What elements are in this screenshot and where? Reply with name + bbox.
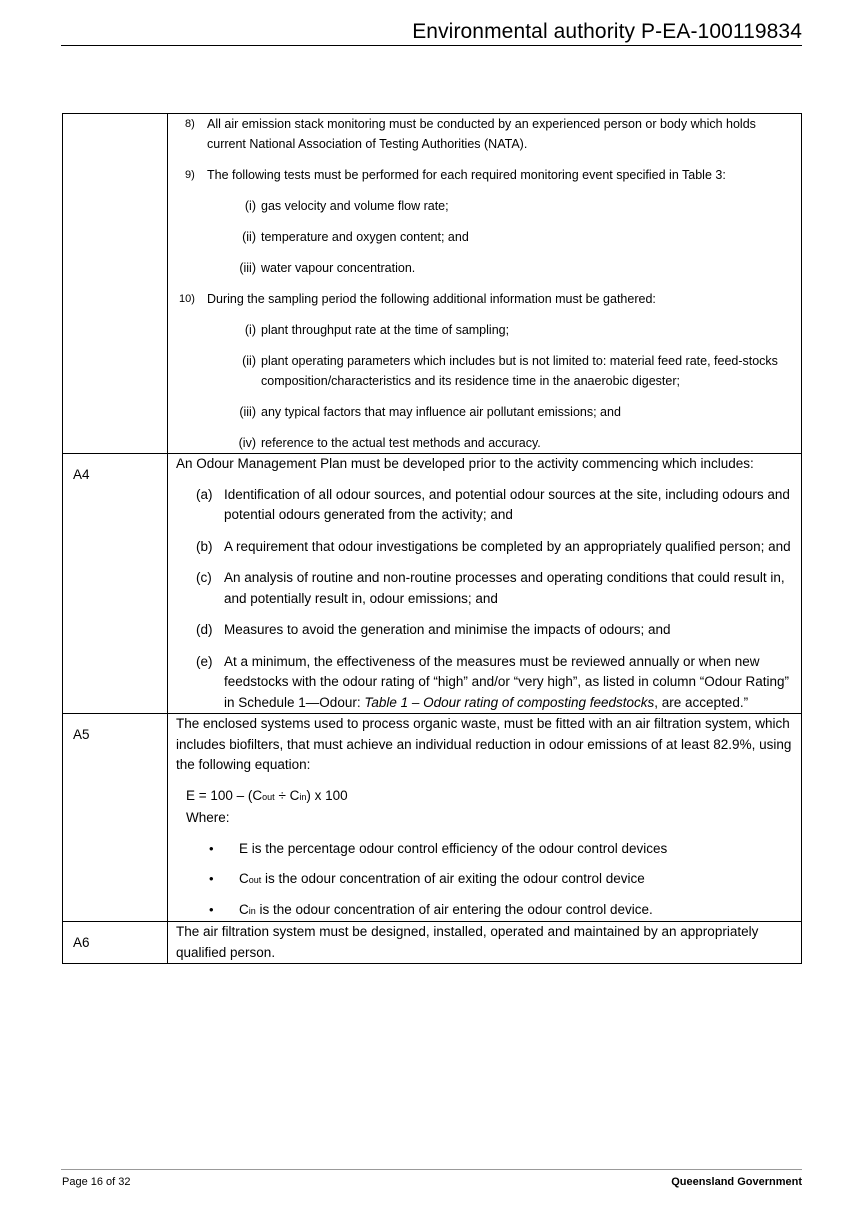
condition-intro: An Odour Management Plan must be developed prior to the activity commencing which includes: xyxy=(176,456,754,471)
numbered-item xyxy=(176,289,793,309)
sub-item xyxy=(176,402,793,422)
formula-part: ÷ C xyxy=(274,787,300,803)
formula-part: E = 100 – (C xyxy=(186,787,263,803)
sub-item-number: (iii) xyxy=(239,405,256,419)
sub-item-text: any typical factors that may influence air pollutant emissions; and xyxy=(261,405,621,419)
symbol: C xyxy=(239,901,249,917)
sub-item xyxy=(176,433,793,453)
bullet-item xyxy=(176,839,793,861)
condition-body xyxy=(168,714,802,922)
item-text: Identification of all odour sources, and potential odour sources at the site, including odours and potential odours generated from the activity; and xyxy=(224,486,790,522)
numbered-item xyxy=(176,165,793,185)
sub-item-number: (iv) xyxy=(238,436,256,450)
header-divider xyxy=(61,45,802,46)
where-label: Where: xyxy=(186,810,230,825)
item-text-part: At a minimum, the effectiveness of the measures must be reviewed annually or when new feedstocks with the odour rating of “high” and/or “very high”, as listed in column “Odour Rating” in Schedule 1—Odour: xyxy=(224,653,790,710)
sub-item xyxy=(176,258,793,278)
bullet-text xyxy=(239,902,653,917)
page-number: Page 16 of 32 xyxy=(62,1176,131,1188)
bullet-item xyxy=(176,869,793,891)
definition: is the odour concentration of air exiting the odour control device xyxy=(261,871,645,886)
formula-part: ) x 100 xyxy=(306,787,348,803)
formula-subscript: out xyxy=(262,791,275,802)
item-letter: (a) xyxy=(196,486,213,502)
publisher-name: Queensland Government xyxy=(671,1176,802,1188)
condition-row-a6 xyxy=(63,922,802,964)
sub-item-text: reference to the actual test methods and accuracy. xyxy=(261,436,541,450)
item-text: Measures to avoid the generation and minimise the impacts of odours; and xyxy=(224,622,671,637)
condition-row-a5 xyxy=(63,714,802,922)
bullet-icon: • xyxy=(209,871,214,886)
formula-subscript: in xyxy=(299,791,307,802)
sub-item-text: water vapour concentration. xyxy=(261,261,416,275)
sub-item-text: gas velocity and volume flow rate; xyxy=(261,199,449,213)
sub-item-text: plant throughput rate at the time of sampling; xyxy=(261,323,510,337)
bullet-icon: • xyxy=(209,840,214,856)
footer-divider xyxy=(61,1169,802,1170)
sub-item-text: temperature and oxygen content; and xyxy=(261,230,469,244)
lettered-item xyxy=(176,620,793,641)
condition-body xyxy=(168,454,802,714)
condition-id xyxy=(63,114,168,454)
lettered-item xyxy=(176,652,793,714)
item-letter: (b) xyxy=(196,538,213,554)
item-text: A requirement that odour investigations be completed by an appropriately qualified person; and xyxy=(224,538,791,554)
item-text: An analysis of routine and non-routine processes and operating conditions that could result in, and potentially result in, odour emissions; and xyxy=(224,570,785,606)
table-reference: Table 1 – Odour rating of composting feedstocks xyxy=(364,694,655,710)
bullet-text xyxy=(239,871,645,886)
symbol-subscript: in xyxy=(248,905,256,916)
sub-item-number: (i) xyxy=(244,199,256,213)
lettered-item xyxy=(176,537,793,558)
condition-body xyxy=(168,114,802,454)
item-text: The following tests must be performed for each required monitoring event specified in Table 3: xyxy=(207,168,726,182)
definition: E is the percentage odour control efficiency of the odour control devices xyxy=(239,840,668,856)
sub-item xyxy=(176,227,793,247)
item-text xyxy=(224,654,789,710)
symbol-subscript: out xyxy=(248,875,262,885)
sub-item-text: plant operating parameters which includes but is not limited to: material feed rate, feed-stocks composition/characteristics and its residence time in the anaerobic digester; xyxy=(261,354,778,388)
document-title: Environmental authority P-EA-100119834 xyxy=(412,20,802,43)
conditions-table xyxy=(62,113,802,964)
sub-item xyxy=(176,196,793,216)
symbol: C xyxy=(239,871,249,886)
definition: is the odour concentration of air entering the odour control device. xyxy=(255,901,653,917)
bullet-icon: • xyxy=(209,901,214,917)
condition-row-a4 xyxy=(63,454,802,714)
condition-intro: The enclosed systems used to process organic waste, must be fitted with an air filtration system, which includes biofilters, that must achieve an individual reduction in odour emissions of at least 82.9%, using the following equation: xyxy=(176,716,792,772)
item-number: 9) xyxy=(185,169,195,181)
item-letter: (e) xyxy=(196,653,213,669)
condition-id: A6 xyxy=(63,922,168,964)
item-number: 8) xyxy=(185,118,195,130)
bullet-item xyxy=(176,900,793,922)
item-letter: (d) xyxy=(196,622,213,637)
condition-row-a3 xyxy=(63,114,802,454)
lettered-item xyxy=(176,568,793,609)
item-letter: (c) xyxy=(196,570,212,585)
item-text: During the sampling period the following additional information must be gathered: xyxy=(207,292,656,306)
item-text-part: , are accepted.” xyxy=(654,694,749,710)
lettered-item xyxy=(176,485,793,526)
condition-body xyxy=(168,922,802,964)
item-text: All air emission stack monitoring must be conducted by an experienced person or body which holds current National Association of Testing Authorities (NATA). xyxy=(207,117,756,151)
numbered-item xyxy=(176,114,793,154)
bullet-text xyxy=(239,841,667,856)
condition-id: A4 xyxy=(63,454,168,714)
condition-id: A5 xyxy=(63,714,168,922)
sub-item-number: (ii) xyxy=(242,354,256,368)
item-number: 10) xyxy=(179,293,195,305)
condition-text: The air filtration system must be designed, installed, operated and maintained by an appropriately qualified person. xyxy=(176,924,759,960)
sub-item xyxy=(176,320,793,340)
sub-item-number: (i) xyxy=(244,323,256,337)
sub-item-number: (iii) xyxy=(239,261,256,275)
efficiency-formula xyxy=(186,786,793,808)
sub-item-number: (ii) xyxy=(242,230,256,244)
sub-item xyxy=(176,351,793,391)
